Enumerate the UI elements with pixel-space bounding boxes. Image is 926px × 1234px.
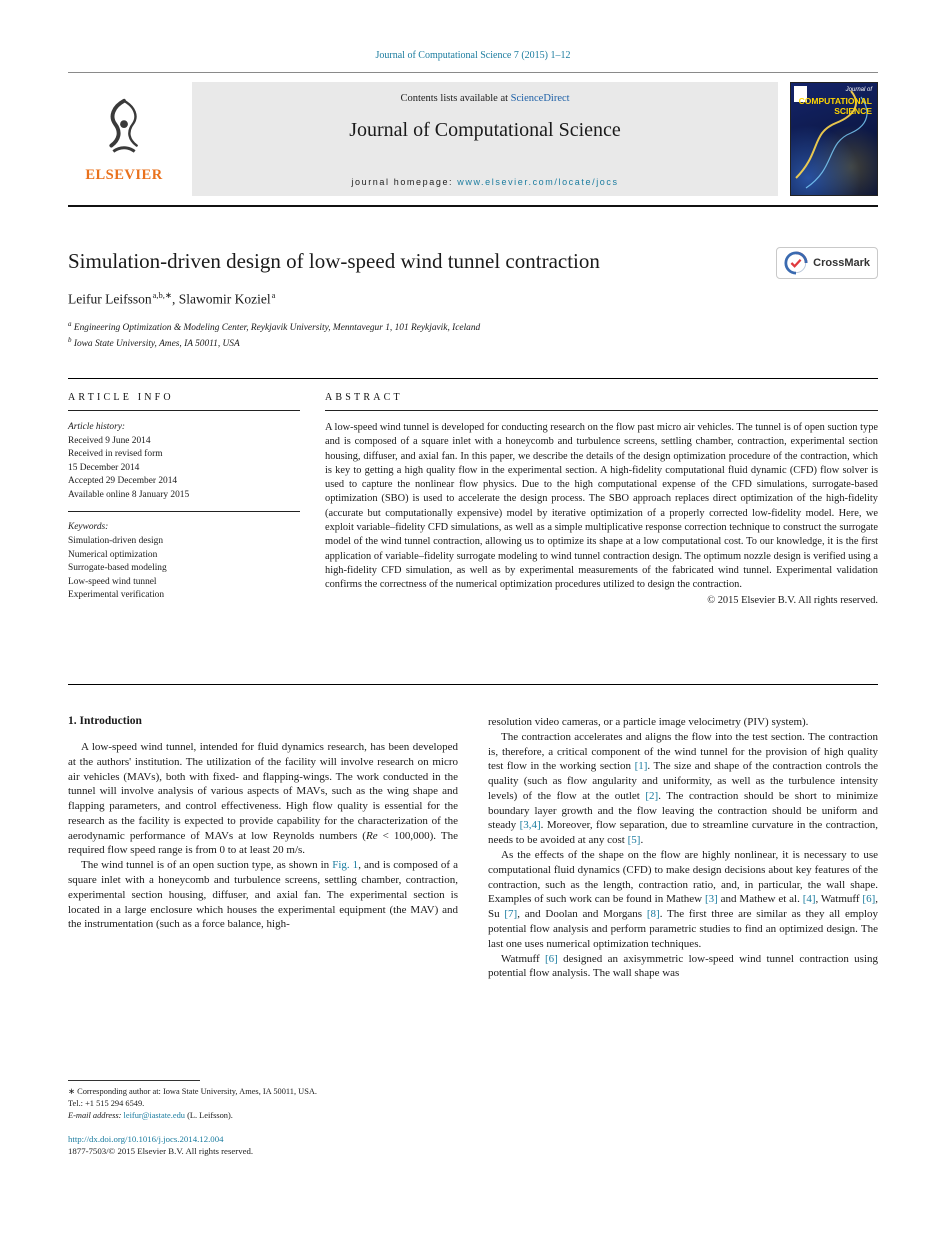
body-paragraph	[488, 848, 878, 952]
abstract-rule	[325, 410, 878, 411]
footnote-telephone: Tel.: +1 515 294 6549.	[68, 1099, 145, 1109]
history-line: Accepted 29 December 2014	[68, 476, 178, 487]
title-block	[68, 249, 878, 352]
abstract-heading: ABSTRACT	[325, 391, 403, 403]
article-info-rule	[68, 410, 300, 411]
abstract-column	[325, 392, 878, 684]
body-columns	[68, 715, 878, 981]
right-column	[488, 715, 878, 981]
body-paragraph	[68, 740, 458, 858]
text-run: . The contraction should be short to minimize boundary layer growth and the flow leaving the contraction should be uniform and steady	[488, 789, 879, 832]
text-run: designed an axisymmetric low-speed wind tunnel contraction using potential flow analysis. The wall shape was	[488, 952, 879, 980]
doi-link[interactable]: http://dx.doi.org/10.1016/j.jocs.2014.12.004	[68, 1133, 224, 1144]
citation-link[interactable]: [6]	[862, 893, 876, 906]
cover-title-line2: SCIENCE	[834, 106, 872, 116]
text-run: . Moreover, flow separation, due to streamline curvature in the contraction, needs to be avoided at any cost	[488, 819, 878, 847]
citation-link[interactable]: [3]	[704, 893, 718, 906]
body-paragraph	[488, 730, 878, 848]
keyword: Numerical optimization	[68, 549, 158, 560]
body-paragraph	[488, 952, 878, 982]
citation-link[interactable]: leifur@iastate.edu	[123, 1111, 185, 1121]
affiliation-b	[68, 335, 878, 352]
text-run: A low-speed wind tunnel, intended for fluid dynamics research, has been developed at the authors' institution. The utilization of the facility will involve research on micro air vehicles (MAVs), both with fixed- and flapping-wings. The work conducted in the tunnel will involve analysis of various aspects of MAVs, such as the wing shape and flapping parameters, and control effectiveness. High flow quality is essential for the research as the facility is expected to provide capability for the characterization of the aerodynamic performance of MAVs at low Reynolds numbers (	[68, 740, 458, 842]
footnote-and-footer	[68, 1080, 458, 1156]
text-run: (L. Leifsson).	[184, 1111, 233, 1121]
text-run: As the effects of the shape on the flow are highly nonlinear, it is necessary to use computational fluid dynamics (CFD) to make design decisions about key features of the contraction, such as the length, contraction ratio, and, in particular, the wall shape. Examples of such work can be found in Mathew	[488, 849, 878, 906]
body-paragraph	[68, 858, 458, 932]
citation-link[interactable]: [3,4]	[519, 819, 541, 832]
left-column	[68, 715, 458, 981]
italic-text: E-mail address:	[68, 1111, 124, 1121]
history-line: Available online 8 January 2015	[68, 489, 190, 500]
body-paragraph	[488, 715, 878, 730]
affiliation-a-text: Engineering Optimization & Modeling Center, Reykjavik University, Menntavegur 1, 101 Reykjavik, Iceland	[73, 322, 481, 333]
masthead	[68, 82, 878, 196]
masthead-bottom-rule	[68, 205, 878, 207]
footnote-corresponding-author: ∗ Corresponding author at: Iowa State University, Ames, IA 50011, USA.	[68, 1087, 318, 1096]
text-run: < 100,000). The required flow speed range is from 0 to at least 20 m/s.	[68, 829, 458, 857]
text-run: , Watmuff	[815, 893, 863, 906]
crossmark-badge[interactable]	[776, 247, 878, 279]
keywords-divider-rule	[68, 511, 300, 512]
footnote-email	[68, 1110, 458, 1122]
homepage-label: journal homepage:	[351, 177, 458, 187]
citation-link[interactable]: [4]	[802, 893, 816, 906]
author-separator: ,	[172, 291, 179, 307]
text-run: The contraction accelerates and aligns the flow into the test section. The contraction is, therefore, a critical component of the wind tunnel for the provision of high quality test flow in the working section	[488, 730, 878, 773]
article-info-column	[68, 392, 300, 684]
article-info-heading: ARTICLE INFO	[68, 391, 174, 403]
contents-line	[192, 93, 778, 104]
author-1-superscript: a,b,∗	[152, 290, 173, 300]
history-line: 15 December 2014	[68, 462, 140, 473]
citation-link[interactable]: Fig. 1	[332, 859, 359, 872]
section-heading-introduction: 1. Introduction	[68, 714, 142, 727]
citation-link[interactable]: [8]	[646, 908, 660, 921]
keyword: Simulation-driven design	[68, 536, 164, 547]
author-name-2[interactable]: Slawomir Koziel	[178, 291, 271, 307]
text-run: The wind tunnel is of an open suction type, as shown in	[81, 859, 333, 872]
author-line	[68, 290, 878, 308]
text-run: , and is composed of a square inlet with a honeycomb and turbulence screens, settling chamber, contraction, experimental section housing, diffuser, and axial fan. The experimental section is located in a large enclosure which houses the experimental equipment (the MAV) and the instrumentation (such as a force balance, high-	[68, 859, 458, 931]
homepage-link[interactable]: www.elsevier.com/locate/jocs	[457, 177, 619, 187]
italic-text: Re	[365, 829, 378, 842]
citation-link[interactable]: [6]	[544, 952, 558, 965]
citation-link[interactable]: [5]	[627, 834, 641, 847]
citation-link[interactable]: [2]	[645, 789, 659, 802]
text-run: Watmuff	[501, 952, 545, 965]
article-title: Simulation-driven design of low-speed wind tunnel contraction	[68, 249, 600, 273]
author-2-superscript: a	[271, 290, 276, 300]
affiliations	[68, 319, 878, 352]
elsevier-tree-icon	[95, 95, 153, 165]
text-run: .	[640, 834, 644, 847]
footnote-rule	[68, 1080, 200, 1081]
journal-title: Journal of Computational Science	[349, 119, 621, 141]
author-name-1[interactable]: Leifur Leifsson	[68, 291, 152, 307]
citation-link[interactable]: [7]	[504, 908, 518, 921]
journal-reference[interactable]: Journal of Computational Science 7 (2015) 1–12	[375, 50, 571, 61]
citation-link[interactable]: [1]	[634, 760, 648, 773]
issn-copyright-line: 1877-7503/© 2015 Elsevier B.V. All rights reserved.	[68, 1145, 254, 1156]
contents-prefix: Contents lists available at	[400, 93, 511, 104]
text-run: resolution video cameras, or a particle image velocimetry (PIV) system).	[488, 715, 809, 728]
text-run: , and Doolan and Morgans	[517, 908, 647, 921]
sciencedirect-link[interactable]: ScienceDirect	[510, 93, 570, 104]
cover-small-title: Journal of	[845, 87, 872, 93]
text-run: and Mathew et al.	[717, 893, 803, 906]
abstract-text: A low-speed wind tunnel is developed for conducting research on the flow past micro air vehicles. The tunnel is of open suction type and is composed of a square inlet with a honeycomb and turbulence screens, settling chamber, contraction, experimental section housing, diffuser, and axial fan. In this paper, we describe the details of the design optimization procedure of the contraction, which is key to getting a high quality flow in the experimental section. A high-fidelity computational fluid dynamic (CFD) flow solver is used to capture the nonlinear flow physics. Due to the high computational expense of the CFD simulations, surrogate-based optimization (SBO) is used to accelerate the design process. The SBO approach replaces direct optimization of the high-fidelity (accurate but computationally expensive) model by iterative optimization of a properly corrected low-fidelity model. Here, we exploit variable–fidelity CFD simulations, as well as a simple multiplicative response correction technique to construct the surrogate model of the wind tunnel contraction, allowing us to optimize its shape at a low computational cost. To our knowledge, it is the first application of variable–fidelity surrogate modeling to wind tunnel contraction design. The optimum nozzle design is verified using a high-fidelity CFD simulation, as well as by experimental measurements of the fabricated wind tunnel. Experimental validation confirms the correctness of the numerical optimization procedures utilized to design the contraction.	[325, 421, 878, 591]
elsevier-wordmark: ELSEVIER	[85, 166, 163, 183]
journal-cover-thumbnail[interactable]	[790, 82, 878, 196]
affiliation-a	[68, 319, 878, 336]
keyword: Experimental verification	[68, 590, 165, 601]
affiliation-b-superscript: b	[68, 336, 72, 345]
crossmark-label: CrossMark	[813, 257, 870, 269]
abstract-copyright: © 2015 Elsevier B.V. All rights reserved.	[707, 595, 878, 607]
homepage-line	[192, 177, 778, 187]
top-rule	[68, 72, 878, 73]
cover-title-line1: COMPUTATIONAL	[798, 96, 872, 106]
info-abstract-block	[68, 378, 878, 685]
affiliation-b-text: Iowa State University, Ames, IA 50011, USA	[73, 339, 240, 350]
text-run: , Su	[488, 893, 878, 921]
keyword: Low-speed wind tunnel	[68, 576, 157, 587]
history-line: Received in revised form	[68, 449, 163, 460]
history-line: Received 9 June 2014	[68, 435, 151, 446]
masthead-center-box	[192, 82, 778, 196]
keyword: Surrogate-based modeling	[68, 563, 167, 574]
history-label: Article history:	[68, 421, 126, 432]
affiliation-a-superscript: a	[68, 319, 72, 328]
crossmark-icon	[784, 251, 808, 275]
elsevier-logo[interactable]	[68, 82, 180, 196]
keywords-label: Keywords:	[68, 522, 109, 533]
text-run: . The first three are similar as they all employ potential flow analysis and perform parametric studies to find an optimized design. The last one uses numerical optimization techniques.	[488, 908, 878, 950]
text-run: . The size and shape of the contraction controls the quality (such as flow angularity and uniformity, as well as the turbulence intensity levels) of the flow at the outlet	[488, 760, 878, 802]
